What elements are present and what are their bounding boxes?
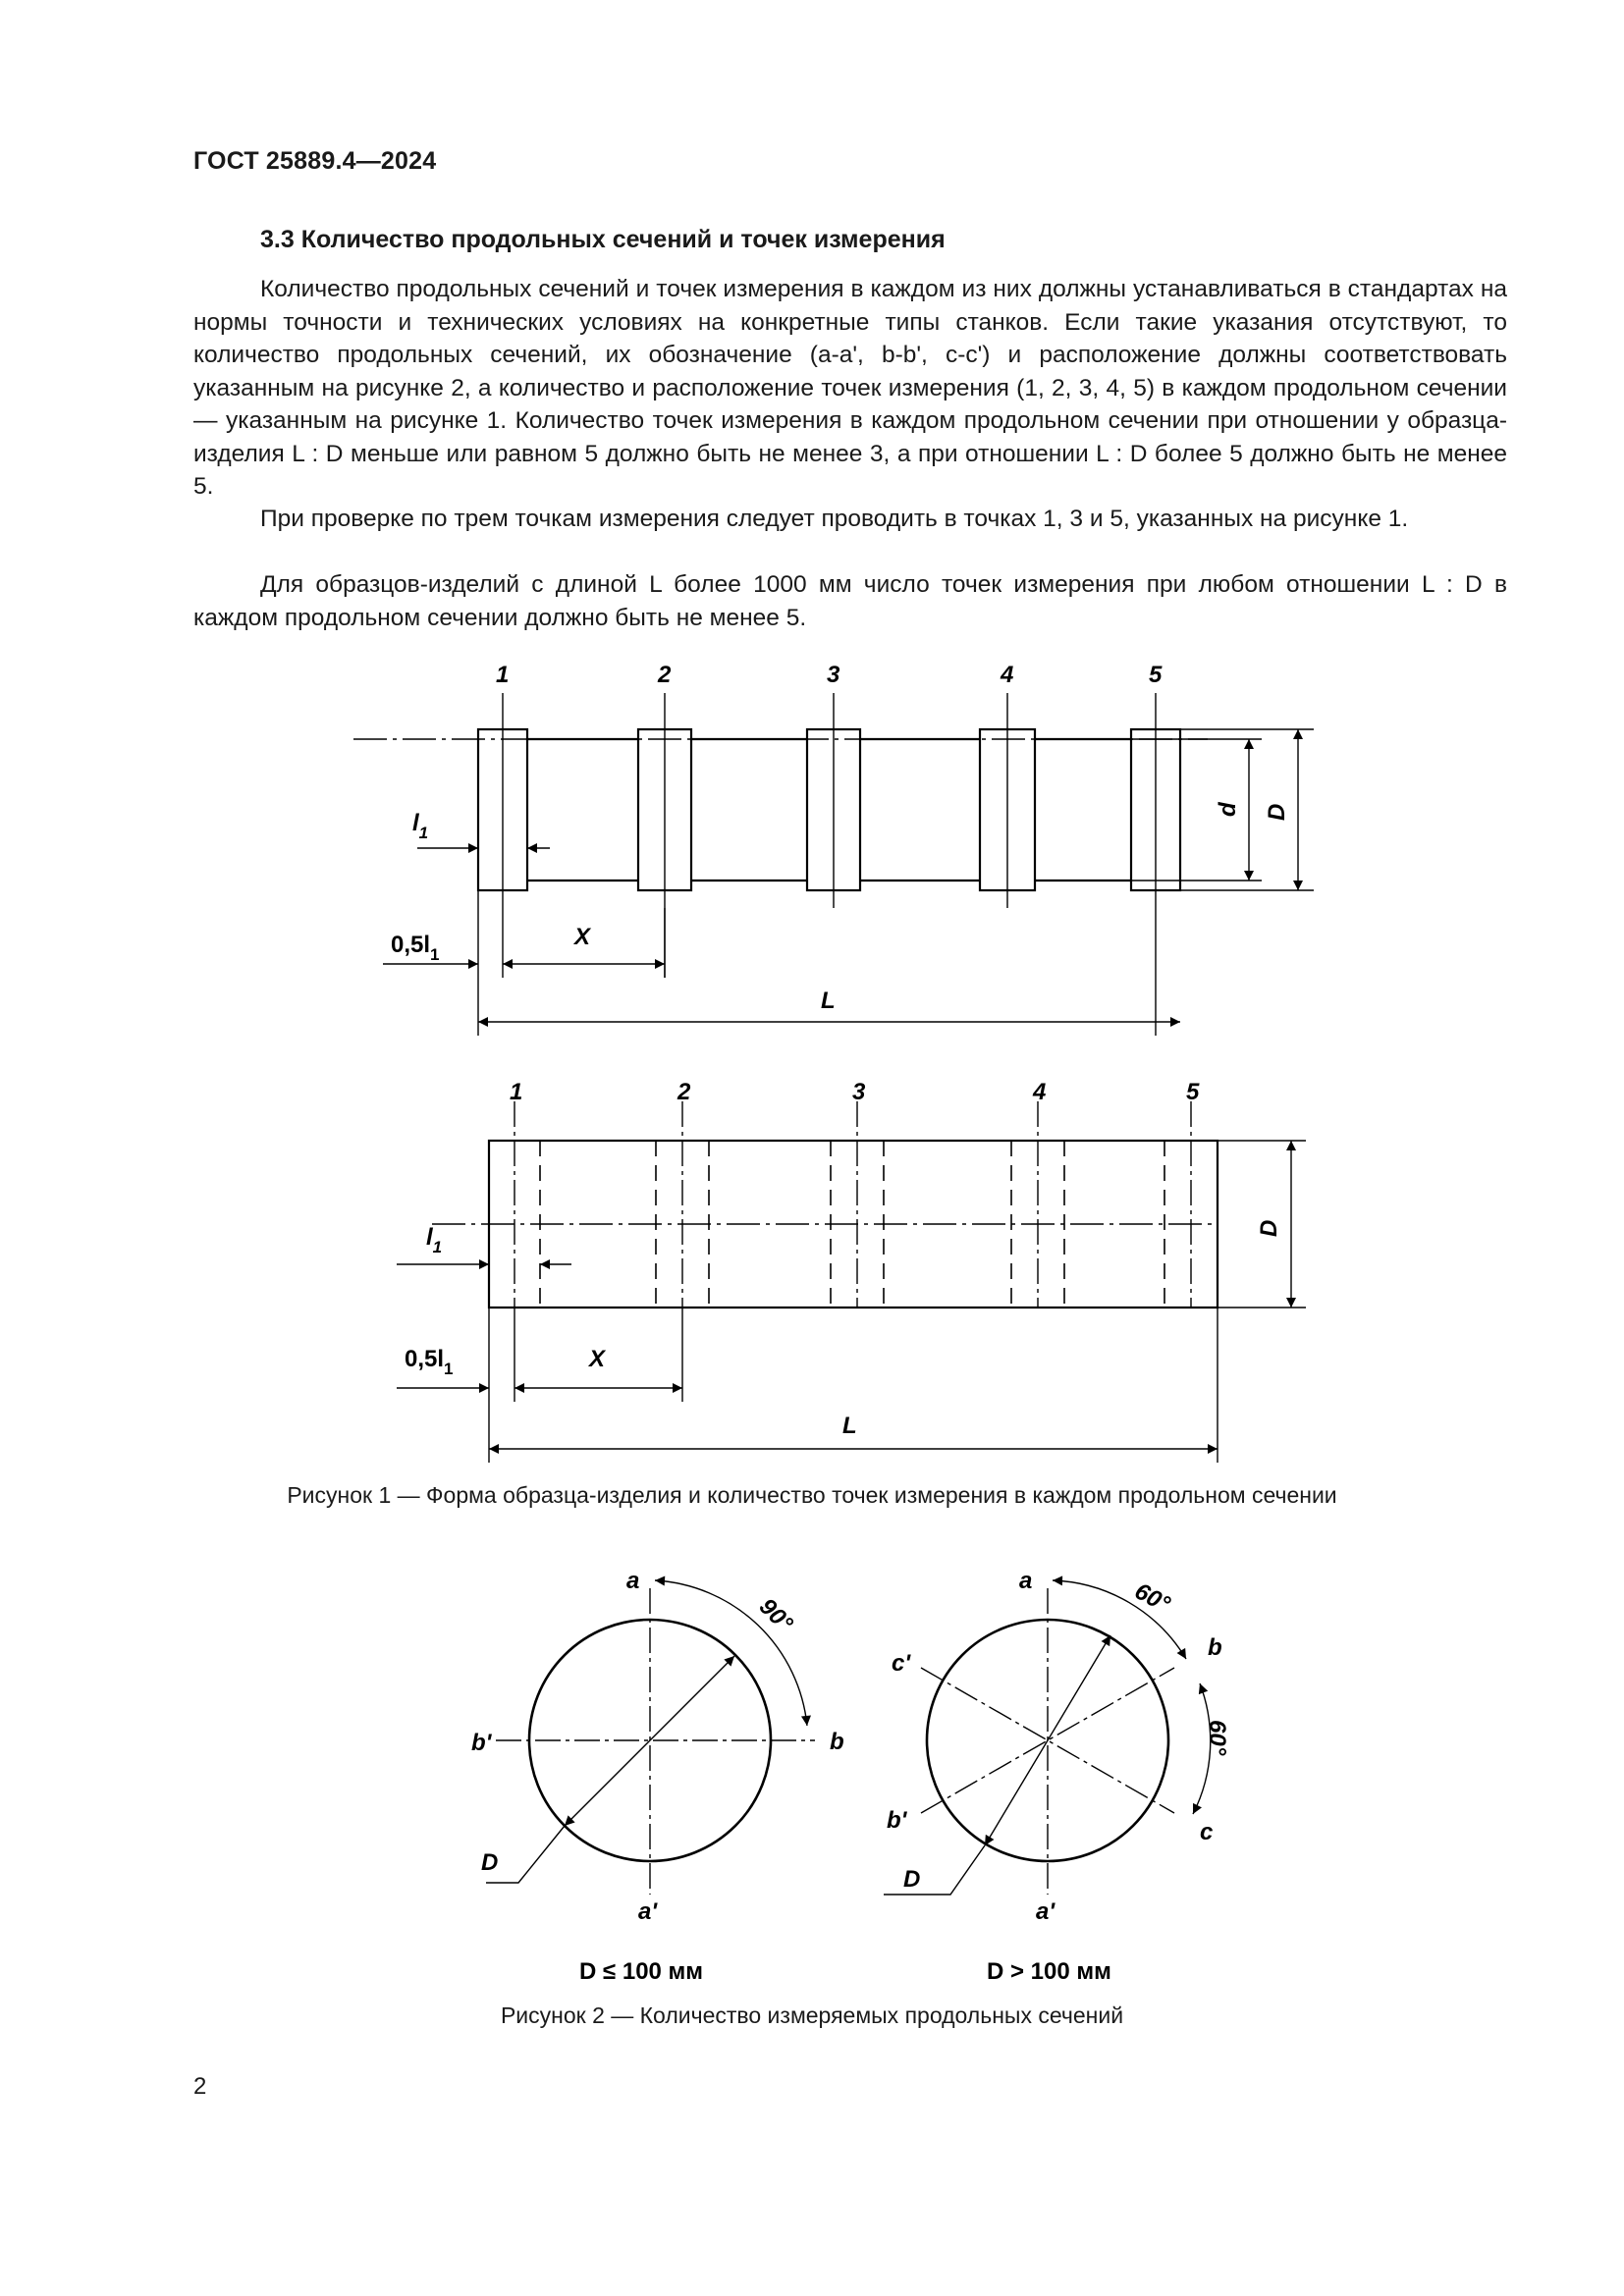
half-l1-label: $0,5l_1$	[391, 932, 440, 964]
label-c-prime: c'	[892, 1650, 911, 1677]
figure-1-drawing	[0, 648, 1624, 1472]
l-length-label-b: L	[842, 1413, 857, 1439]
section-diagram-small-labels	[471, 1568, 844, 1985]
x-label: X	[574, 924, 591, 950]
stepped-specimen	[353, 693, 1314, 1036]
paragraph-1: Количество продольных сечений и точек измерения в каждом из них должны устанавливаться в стандартах на нормы точности и технических условиях на конкретные типы станков. Если такие указания отсутствуют, то количество продольных сечений, их обозначение (a-a', b-b', c-c') и расположение должны соответствовать указанным на рисунке 2, а количество и расположение точек измерения (1, 2, 3, 4, 5) в каждом продольном сечении — указанным на рисунке 1. Количество точек измерения в каждом продольном сечении при отношении у образца-изделия L : D меньше или равном 5 должно быть не менее 3, а при отношении L : D более 5 должно быть не менее 5.	[193, 276, 1507, 500]
label-b-prime: b'	[471, 1730, 492, 1756]
angle-60-side: 60°	[1204, 1720, 1230, 1756]
page-number: 2	[193, 2073, 207, 2100]
label-D: D	[481, 1849, 499, 1876]
label-b-prime-r: b'	[887, 1807, 907, 1834]
shaft-segments	[527, 739, 1131, 881]
point-label-2b: 2	[677, 1079, 691, 1105]
point-label-3: 3	[827, 662, 840, 688]
section-diagram-large	[884, 1580, 1214, 1895]
label-c: c	[1200, 1819, 1214, 1845]
x-label-b: X	[589, 1346, 606, 1372]
section-title: 3.3 Количество продольных сечений и точек измерения	[260, 226, 946, 253]
point-label-4b: 4	[1033, 1079, 1047, 1105]
label-D-r: D	[903, 1866, 921, 1893]
half-l1-label-b: $0,5l_1$	[405, 1346, 454, 1378]
l-length-label: L	[821, 988, 836, 1014]
label-b-r: b	[1208, 1634, 1222, 1661]
figure-2-caption: Рисунок 2 — Количество измеряемых продольных сечений	[500, 2002, 1124, 2028]
angle-90: 90°	[753, 1593, 798, 1637]
l1-label: $l_1$	[412, 810, 429, 842]
section-diagram-small	[486, 1580, 815, 1895]
point-label-1: 1	[496, 662, 510, 688]
condition-large: D > 100 мм	[987, 1958, 1111, 1985]
point-label-5: 5	[1149, 662, 1163, 688]
label-b: b	[830, 1729, 844, 1755]
point-label-1b: 1	[510, 1079, 523, 1105]
point-label-4: 4	[1001, 662, 1014, 688]
l1-label-b: $l_1$	[426, 1224, 443, 1256]
figure-2-drawing	[0, 1546, 1624, 2027]
paragraph-2: При проверке по трем точкам измерения следует проводить в точках 1, 3 и 5, указанных на рисунке 1.	[260, 506, 1409, 532]
plain-specimen-labels	[405, 1079, 1282, 1439]
small-d-label: d	[1215, 802, 1241, 817]
standard-number: ГОСТ 25889.4—2024	[193, 147, 437, 175]
angle-60-top: 60°	[1130, 1577, 1174, 1619]
paragraph-3: Для образцов-изделий с длиной L более 1000 мм число точек измерения при любом отношении L : D в каждом продольном сечении должно быть не менее 5.	[193, 571, 1507, 631]
label-a: a	[626, 1568, 640, 1594]
big-d-label-b: D	[1256, 1219, 1282, 1237]
point-label-2: 2	[658, 662, 672, 688]
label-a-r: a	[1019, 1568, 1033, 1594]
plain-specimen	[397, 1101, 1306, 1463]
condition-small: D ≤ 100 мм	[579, 1958, 704, 1985]
figure-1-caption: Рисунок 1 — Форма образца-изделия и количество точек измерения в каждом продольном сечении	[287, 1482, 1337, 1508]
big-d-label: D	[1264, 803, 1290, 821]
label-a-prime-r: a'	[1036, 1898, 1056, 1925]
point-label-5b: 5	[1186, 1079, 1200, 1105]
label-a-prime: a'	[638, 1898, 658, 1925]
section-diagram-large-labels	[887, 1568, 1230, 1985]
point-label-3b: 3	[852, 1079, 866, 1105]
